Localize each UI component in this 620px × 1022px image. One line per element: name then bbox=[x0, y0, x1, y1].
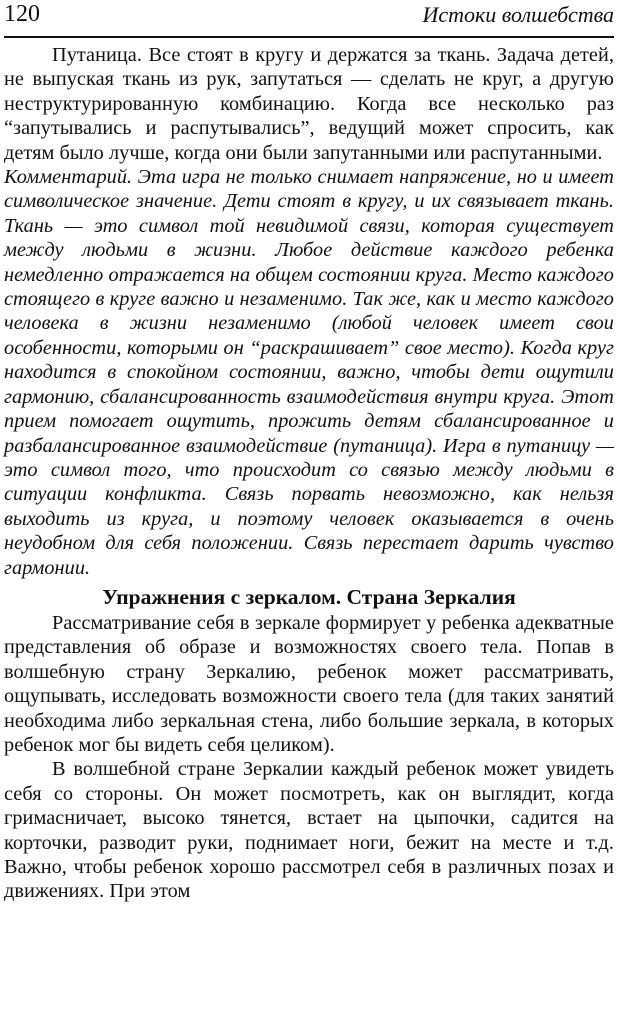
paragraph-commentary: Комментарий. Эта игра не только снимает напряжение, но и имеет символическое значение. Дети стоят в кругу, и их связывает ткань. Ткань — это символ той невидимой связи, которая существует между людьми в жизни. Любое действие каждого ребенка немедленно отражается на общем состоянии круга. Место каждого стоящего в круге важно и незаменимо. Так же, как и место каждого человека в жизни незаменимо (любой человек имеет свои особенности, которыми он “раскрашивает” свое место). Когда круг находится в спокойном состоянии, важно, чтобы дети ощутили гармонию, сбалансированность взаимодействия внутри круга. Этот прием помогает ощутить, прожить детям сбалансированное и разбалансированное взаимодействие (путаница). Игра в путаницу — это символ того, что происходит со связью между людьми в ситуации конфликта. Связь порвать невозможно, как нельзя выходить из круга, и поэтому человек оказывается в очень неудобном для себя положении. Связь перестает дарить чувство гармонии. bbox=[4, 166, 614, 579]
section-heading: Упражнения с зеркалом. Страна Зеркалия bbox=[102, 584, 516, 609]
running-title: Истоки волшебства bbox=[422, 2, 614, 27]
page-body bbox=[4, 43, 614, 904]
paragraph-mirror-intro: Рассматривание себя в зеркале формирует у ребенка адекватные представления об образе и возможностях своего тела. Попав в волшебную страну Зеркалию, ребенок может рассматривать, ощупывать, исследовать возможности своего тела (для таких занятий необходима либо зеркальная стена, либо большие зеркала, в которых ребенок мог бы видеть себя целиком). bbox=[4, 611, 614, 756]
paragraph-tangle-game: Путаница. Все стоят в кругу и держатся за ткань. Задача детей, не выпуская ткань из рук, запутаться — сделать не круг, а другую неструктурированную комбинацию. Когда все несколько раз “запутывались и распутывались”, ведущий может спросить, как детям было лучше, когда они были запутанными или распутанными. bbox=[4, 44, 614, 164]
paragraph-mirror-land: В волшебной стране Зеркалии каждый ребенок может увидеть себя со стороны. Он может посмотреть, как он выглядит, когда гримасничает, высоко тянется, встает на цыпочки, садится на корточки, разводит руки, поднимает ноги, бежит на месте и т.д. Важно, чтобы ребенок хорошо рассмотрел себя в различных позах и движениях. При этом bbox=[4, 758, 614, 903]
page-number: 120 bbox=[4, 1, 40, 27]
page-header bbox=[4, 0, 614, 38]
